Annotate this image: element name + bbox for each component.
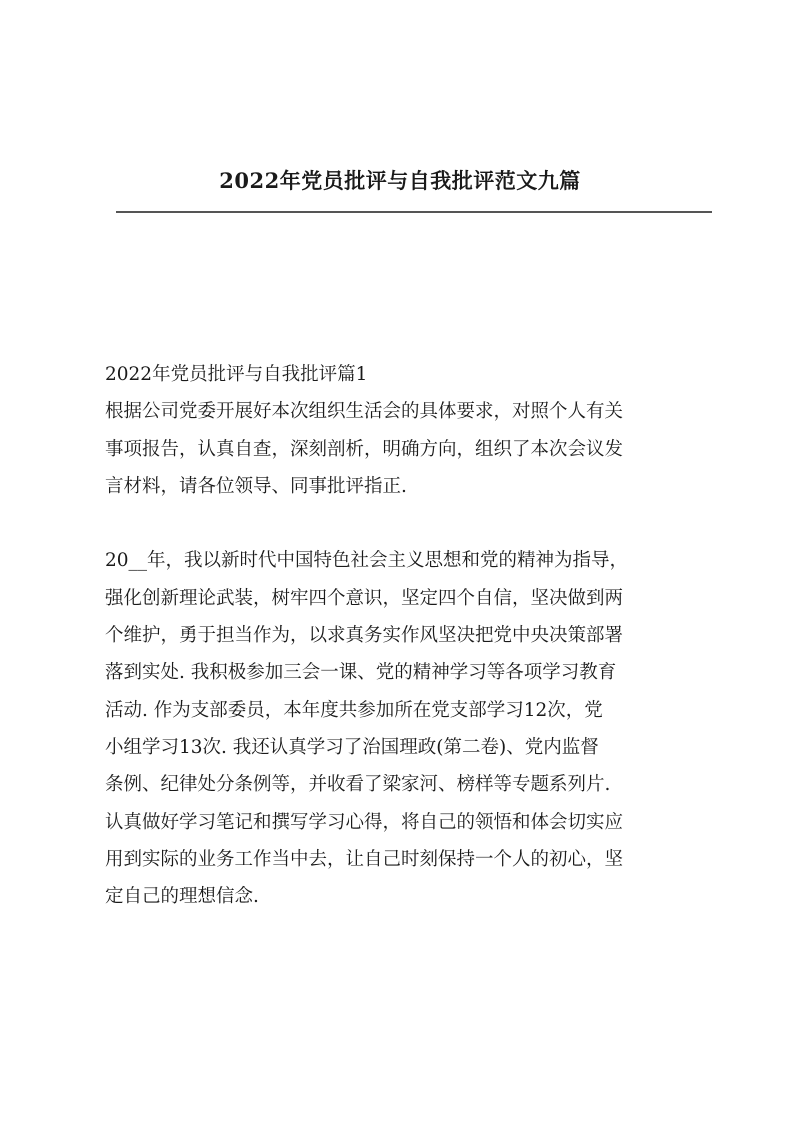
document-title: 2022年党员批评与自我批评范文九篇 xyxy=(219,168,581,193)
paragraph-spacer xyxy=(105,505,715,542)
title-underline xyxy=(116,211,712,213)
paragraph-line: 定自己的理想信念. xyxy=(105,886,259,908)
paragraph-line: 20__年，我以新时代中国特色社会主义思想和党的精神为指导， xyxy=(105,550,629,572)
paragraph-line: 活动. 作为支部委员，本年度共参加所在党支部学习12次，党 xyxy=(105,699,603,721)
paragraph-line: 强化创新理论武装，树牢四个意识，坚定四个自信，坚决做到两 xyxy=(105,587,624,609)
paragraph-line: 事项报告，认真自查，深刻剖析，明确方向，组织了本次会议发 xyxy=(105,438,624,460)
paragraph-2 xyxy=(105,542,715,915)
paragraph-line: 用到实际的业务工作当中去，让自己时刻保持一个人的初心，坚 xyxy=(105,848,624,870)
section-heading: 2022年党员批评与自我批评篇1 xyxy=(105,364,368,385)
paragraph-line: 认真做好学习笔记和撰写学习心得，将自己的领悟和体会切实应 xyxy=(105,811,624,833)
document-body xyxy=(105,356,715,915)
paragraph-line: 小组学习13次. 我还认真学习了治国理政(第二卷)、党内监督 xyxy=(105,736,599,758)
paragraph-line: 个维护，勇于担当作为，以求真务实作风坚决把党中央决策部署 xyxy=(105,625,624,647)
paragraph-line: 落到实处. 我积极参加三会一课、党的精神学习等各项学习教育 xyxy=(105,662,617,684)
paragraph-line: 条例、纪律处分条例等，并收看了梁家河、榜样等专题系列片. xyxy=(105,774,611,796)
paragraph-line: 根据公司党委开展好本次组织生活会的具体要求，对照个人有关 xyxy=(105,401,624,423)
paragraph-line: 言材料，请各位领导、同事批评指正. xyxy=(105,475,407,497)
paragraph-1 xyxy=(105,393,715,505)
